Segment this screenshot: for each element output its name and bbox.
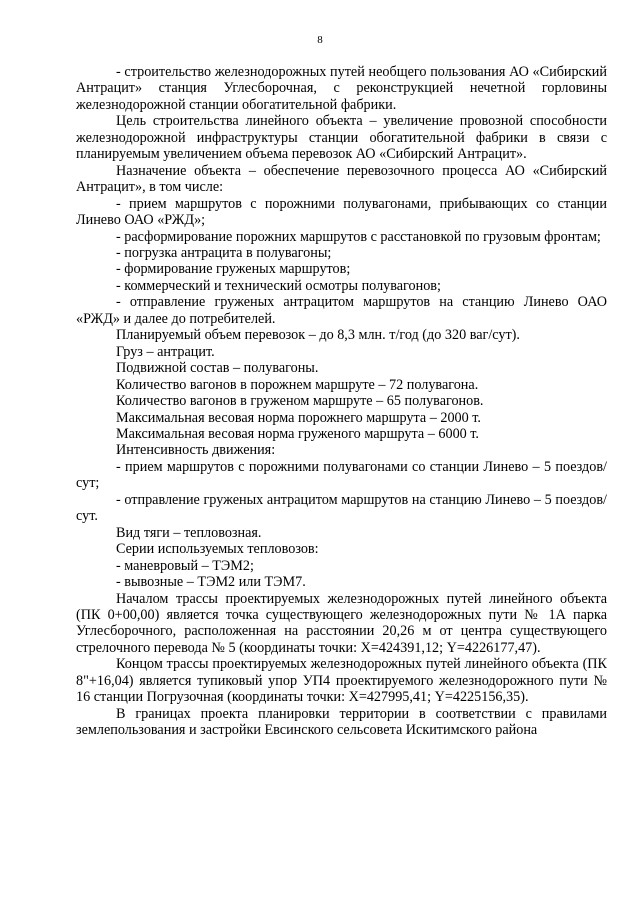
paragraph-purpose-goal: Цель строительства линейного объекта – увеличение провозной способности железнодорожной инфраструктуры станции обогатительной фабрики в связи с планируемым увеличением объема перевозок АО «Сибирский Антрацит». bbox=[76, 113, 607, 163]
paragraph-empty-cars: Количество вагонов в порожнем маршруте – 72 полувагона. bbox=[116, 376, 479, 393]
list-item-reception: - прием маршрутов с порожними полувагонами, прибывающих со станции Линево ОАО «РЖД»; bbox=[76, 195, 607, 229]
paragraph-loaded-cars: Количество вагонов в груженом маршруте – 65 полувагонов. bbox=[116, 393, 484, 410]
list-item-dispatch: - отправление груженых антрацитом маршрутов на станцию Линево ОАО «РЖД» и далее до потребителей. bbox=[76, 294, 607, 327]
list-item-forming: - формирование груженых маршрутов; bbox=[116, 261, 351, 278]
paragraph-construction: - строительство железнодорожных путей необщего пользования АО «Сибирский Антрацит» станция Углесборочная, с реконструкцией нечетной горловины железнодорожной станции обогатительной фабрики. bbox=[76, 64, 607, 113]
paragraph-loaded-weight: Максимальная весовая норма груженого маршрута – 6000 т. bbox=[116, 425, 479, 442]
paragraph-planning-bounds: В границах проекта планировки территории в соответствии с правилами землепользования и застройки Евсинского сельсовета Искитимского района bbox=[76, 705, 607, 739]
list-item-disbanding: - расформирование порожних маршрутов с расстановкой по грузовым фронтам; bbox=[116, 228, 601, 245]
paragraph-locomotive-series: Серии используемых тепловозов: bbox=[116, 541, 319, 558]
paragraph-route-end: Концом трассы проектируемых железнодорожных путей линейного объекта (ПК 8"+16,04) является тупиковый упор УП4 проектируемого железнодорожного пути № 16 станции Погрузочная (координаты точки: Х=427995,41; Y=4225156,35). bbox=[76, 656, 607, 706]
paragraph-rolling-stock: Подвижной состав – полувагоны. bbox=[116, 360, 319, 377]
paragraph-object-purpose: Назначение объекта – обеспечение перевозочного процесса АО «Сибирский Антрацит», в том числе: bbox=[76, 162, 607, 196]
list-item-traffic-dispatch: - отправление груженых антрацитом маршрутов на станцию Линево – 5 поездов/сут. bbox=[76, 491, 607, 525]
paragraph-volume: Планируемый объем перевозок – до 8,3 млн. т/год (до 320 ваг/сут). bbox=[116, 327, 520, 344]
list-item-inspection: - коммерческий и технический осмотры полувагонов; bbox=[116, 277, 441, 294]
list-item-shunting: - маневровый – ТЭМ2; bbox=[116, 557, 254, 574]
paragraph-traction: Вид тяги – тепловозная. bbox=[116, 524, 262, 541]
paragraph-cargo: Груз – антрацит. bbox=[116, 343, 215, 360]
paragraph-empty-weight: Максимальная весовая норма порожнего маршрута – 2000 т. bbox=[116, 409, 481, 426]
list-item-traffic-reception: - прием маршрутов с порожними полувагонами со станции Линево – 5 поездов/сут; bbox=[76, 458, 607, 492]
page-number: 8 bbox=[317, 34, 323, 46]
body-text bbox=[76, 64, 607, 739]
paragraph-traffic: Интенсивность движения: bbox=[116, 442, 276, 459]
list-item-transfer: - вывозные – ТЭМ2 или ТЭМ7. bbox=[116, 574, 306, 591]
list-item-loading: - погрузка антрацита в полувагоны; bbox=[116, 244, 332, 261]
paragraph-route-start: Началом трассы проектируемых железнодорожных путей линейного объекта (ПК 0+00,00) является точка существующего железнодорожных пути № 1А парка Углесборочного, расположенная на расстоянии 20,26 м от центра существующего стрелочного перевода № 5 (координаты точки: Х=424391,12; Y=4226177,47). bbox=[76, 590, 607, 656]
